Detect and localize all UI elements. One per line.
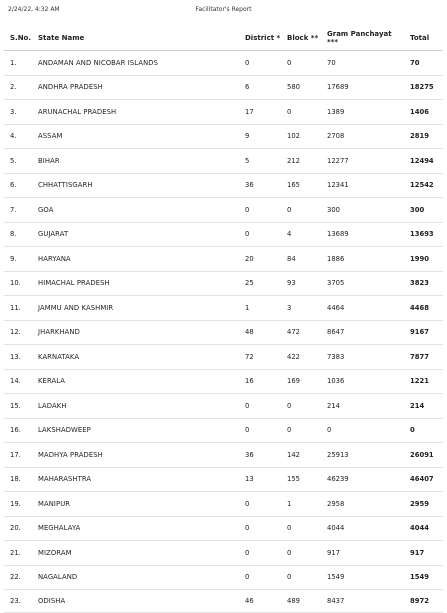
cell-block: 165 bbox=[281, 173, 321, 198]
column-header-sno: S.No. bbox=[4, 26, 32, 51]
cell-block: 155 bbox=[281, 467, 321, 492]
cell-district: 0 bbox=[239, 565, 281, 590]
cell-gram-panchayat: 300 bbox=[321, 198, 404, 223]
cell-total: 917 bbox=[404, 541, 443, 566]
cell-total: 1990 bbox=[404, 247, 443, 272]
cell-sno: 2. bbox=[4, 75, 32, 100]
cell-district: 25 bbox=[239, 271, 281, 296]
cell-sno: 20. bbox=[4, 516, 32, 541]
table-header-row bbox=[4, 26, 443, 51]
print-header bbox=[8, 6, 439, 18]
cell-gram-panchayat: 4464 bbox=[321, 296, 404, 321]
table-row bbox=[4, 75, 443, 100]
cell-block: 489 bbox=[281, 590, 321, 613]
cell-block: 84 bbox=[281, 247, 321, 272]
cell-state-name: MAHARASHTRA bbox=[32, 467, 239, 492]
cell-sno: 23. bbox=[4, 590, 32, 613]
cell-gram-panchayat: 8647 bbox=[321, 320, 404, 345]
table-row bbox=[4, 369, 443, 394]
cell-block: 4 bbox=[281, 222, 321, 247]
cell-total: 12542 bbox=[404, 173, 443, 198]
cell-block: 169 bbox=[281, 369, 321, 394]
facilitator-report-table bbox=[4, 26, 443, 613]
cell-total: 26091 bbox=[404, 443, 443, 468]
table-row bbox=[4, 565, 443, 590]
table-row bbox=[4, 345, 443, 370]
cell-gram-panchayat: 7383 bbox=[321, 345, 404, 370]
table-row bbox=[4, 590, 443, 613]
table-row bbox=[4, 173, 443, 198]
cell-block: 3 bbox=[281, 296, 321, 321]
cell-state-name: ANDHRA PRADESH bbox=[32, 75, 239, 100]
table-row bbox=[4, 100, 443, 125]
cell-state-name: JAMMU AND KASHMIR bbox=[32, 296, 239, 321]
cell-state-name: ARUNACHAL PRADESH bbox=[32, 100, 239, 125]
cell-district: 0 bbox=[239, 541, 281, 566]
cell-state-name: MIZORAM bbox=[32, 541, 239, 566]
table-row bbox=[4, 124, 443, 149]
cell-gram-panchayat: 70 bbox=[321, 51, 404, 76]
cell-district: 0 bbox=[239, 394, 281, 419]
cell-district: 6 bbox=[239, 75, 281, 100]
cell-block: 422 bbox=[281, 345, 321, 370]
column-header-total: Total bbox=[404, 26, 443, 51]
table-row bbox=[4, 296, 443, 321]
cell-district: 1 bbox=[239, 296, 281, 321]
table-row bbox=[4, 467, 443, 492]
cell-gram-panchayat: 1886 bbox=[321, 247, 404, 272]
cell-district: 17 bbox=[239, 100, 281, 125]
cell-district: 13 bbox=[239, 467, 281, 492]
cell-sno: 5. bbox=[4, 149, 32, 174]
cell-sno: 19. bbox=[4, 492, 32, 517]
cell-gram-panchayat: 1389 bbox=[321, 100, 404, 125]
table-row bbox=[4, 394, 443, 419]
cell-state-name: KERALA bbox=[32, 369, 239, 394]
table-row bbox=[4, 247, 443, 272]
cell-total: 1406 bbox=[404, 100, 443, 125]
cell-sno: 14. bbox=[4, 369, 32, 394]
column-header-district: District * bbox=[239, 26, 281, 51]
cell-sno: 17. bbox=[4, 443, 32, 468]
cell-sno: 4. bbox=[4, 124, 32, 149]
cell-block: 0 bbox=[281, 100, 321, 125]
cell-district: 0 bbox=[239, 418, 281, 443]
cell-block: 0 bbox=[281, 394, 321, 419]
table-row bbox=[4, 149, 443, 174]
cell-sno: 18. bbox=[4, 467, 32, 492]
cell-district: 0 bbox=[239, 198, 281, 223]
cell-district: 36 bbox=[239, 173, 281, 198]
cell-state-name: LAKSHADWEEP bbox=[32, 418, 239, 443]
cell-total: 214 bbox=[404, 394, 443, 419]
cell-gram-panchayat: 3705 bbox=[321, 271, 404, 296]
column-header-state-name: State Name bbox=[32, 26, 239, 51]
cell-gram-panchayat: 2958 bbox=[321, 492, 404, 517]
table-row bbox=[4, 541, 443, 566]
cell-sno: 15. bbox=[4, 394, 32, 419]
cell-block: 0 bbox=[281, 565, 321, 590]
cell-sno: 1. bbox=[4, 51, 32, 76]
table-row bbox=[4, 271, 443, 296]
table-row bbox=[4, 198, 443, 223]
cell-total: 8972 bbox=[404, 590, 443, 613]
cell-state-name: HIMACHAL PRADESH bbox=[32, 271, 239, 296]
column-header-block: Block ** bbox=[281, 26, 321, 51]
cell-state-name: MEGHALAYA bbox=[32, 516, 239, 541]
cell-district: 0 bbox=[239, 516, 281, 541]
cell-gram-panchayat: 8437 bbox=[321, 590, 404, 613]
cell-sno: 6. bbox=[4, 173, 32, 198]
cell-state-name: CHHATTISGARH bbox=[32, 173, 239, 198]
cell-block: 0 bbox=[281, 516, 321, 541]
cell-block: 472 bbox=[281, 320, 321, 345]
cell-gram-panchayat: 13689 bbox=[321, 222, 404, 247]
cell-sno: 9. bbox=[4, 247, 32, 272]
cell-state-name: KARNATAKA bbox=[32, 345, 239, 370]
cell-block: 580 bbox=[281, 75, 321, 100]
cell-district: 72 bbox=[239, 345, 281, 370]
print-datetime: 2/24/22, 4:32 AM bbox=[8, 6, 60, 13]
cell-total: 7877 bbox=[404, 345, 443, 370]
cell-sno: 11. bbox=[4, 296, 32, 321]
cell-total: 4044 bbox=[404, 516, 443, 541]
cell-district: 0 bbox=[239, 492, 281, 517]
cell-total: 4468 bbox=[404, 296, 443, 321]
cell-state-name: HARYANA bbox=[32, 247, 239, 272]
table-row bbox=[4, 320, 443, 345]
cell-gram-panchayat: 25913 bbox=[321, 443, 404, 468]
cell-total: 18275 bbox=[404, 75, 443, 100]
cell-block: 0 bbox=[281, 198, 321, 223]
cell-sno: 22. bbox=[4, 565, 32, 590]
cell-sno: 21. bbox=[4, 541, 32, 566]
cell-state-name: NAGALAND bbox=[32, 565, 239, 590]
cell-sno: 3. bbox=[4, 100, 32, 125]
cell-block: 0 bbox=[281, 418, 321, 443]
cell-block: 0 bbox=[281, 51, 321, 76]
cell-state-name: ANDAMAN AND NICOBAR ISLANDS bbox=[32, 51, 239, 76]
cell-total: 70 bbox=[404, 51, 443, 76]
cell-district: 0 bbox=[239, 51, 281, 76]
cell-district: 16 bbox=[239, 369, 281, 394]
cell-sno: 12. bbox=[4, 320, 32, 345]
cell-sno: 16. bbox=[4, 418, 32, 443]
cell-district: 5 bbox=[239, 149, 281, 174]
table-row bbox=[4, 222, 443, 247]
cell-gram-panchayat: 1549 bbox=[321, 565, 404, 590]
cell-total: 2819 bbox=[404, 124, 443, 149]
cell-total: 2959 bbox=[404, 492, 443, 517]
cell-total: 300 bbox=[404, 198, 443, 223]
cell-state-name: MANIPUR bbox=[32, 492, 239, 517]
cell-total: 1549 bbox=[404, 565, 443, 590]
cell-gram-panchayat: 17689 bbox=[321, 75, 404, 100]
report-title: Facilitator's Report bbox=[195, 6, 252, 13]
cell-total: 12494 bbox=[404, 149, 443, 174]
cell-total: 13693 bbox=[404, 222, 443, 247]
cell-state-name: LADAKH bbox=[32, 394, 239, 419]
table-row bbox=[4, 418, 443, 443]
cell-district: 46 bbox=[239, 590, 281, 613]
cell-gram-panchayat: 1036 bbox=[321, 369, 404, 394]
cell-gram-panchayat: 0 bbox=[321, 418, 404, 443]
table-row bbox=[4, 443, 443, 468]
cell-total: 3823 bbox=[404, 271, 443, 296]
cell-sno: 8. bbox=[4, 222, 32, 247]
cell-gram-panchayat: 2708 bbox=[321, 124, 404, 149]
cell-district: 9 bbox=[239, 124, 281, 149]
cell-state-name: BIHAR bbox=[32, 149, 239, 174]
cell-district: 20 bbox=[239, 247, 281, 272]
cell-total: 0 bbox=[404, 418, 443, 443]
cell-gram-panchayat: 12277 bbox=[321, 149, 404, 174]
cell-gram-panchayat: 917 bbox=[321, 541, 404, 566]
cell-gram-panchayat: 12341 bbox=[321, 173, 404, 198]
cell-total: 46407 bbox=[404, 467, 443, 492]
cell-block: 1 bbox=[281, 492, 321, 517]
table-row bbox=[4, 516, 443, 541]
cell-district: 48 bbox=[239, 320, 281, 345]
cell-gram-panchayat: 4044 bbox=[321, 516, 404, 541]
cell-block: 142 bbox=[281, 443, 321, 468]
cell-district: 0 bbox=[239, 222, 281, 247]
cell-state-name: JHARKHAND bbox=[32, 320, 239, 345]
column-header-gram-panchayat: Gram Panchayat *** bbox=[321, 26, 404, 51]
cell-state-name: MADHYA PRADESH bbox=[32, 443, 239, 468]
cell-state-name: ASSAM bbox=[32, 124, 239, 149]
cell-sno: 13. bbox=[4, 345, 32, 370]
cell-block: 93 bbox=[281, 271, 321, 296]
cell-block: 212 bbox=[281, 149, 321, 174]
cell-total: 1221 bbox=[404, 369, 443, 394]
cell-block: 0 bbox=[281, 541, 321, 566]
table-body bbox=[4, 51, 443, 613]
cell-sno: 10. bbox=[4, 271, 32, 296]
table-row bbox=[4, 51, 443, 76]
table-row bbox=[4, 492, 443, 517]
cell-state-name: GUJARAT bbox=[32, 222, 239, 247]
cell-block: 102 bbox=[281, 124, 321, 149]
cell-state-name: GOA bbox=[32, 198, 239, 223]
cell-sno: 7. bbox=[4, 198, 32, 223]
cell-total: 9167 bbox=[404, 320, 443, 345]
cell-gram-panchayat: 46239 bbox=[321, 467, 404, 492]
cell-gram-panchayat: 214 bbox=[321, 394, 404, 419]
cell-state-name: ODISHA bbox=[32, 590, 239, 613]
cell-district: 36 bbox=[239, 443, 281, 468]
